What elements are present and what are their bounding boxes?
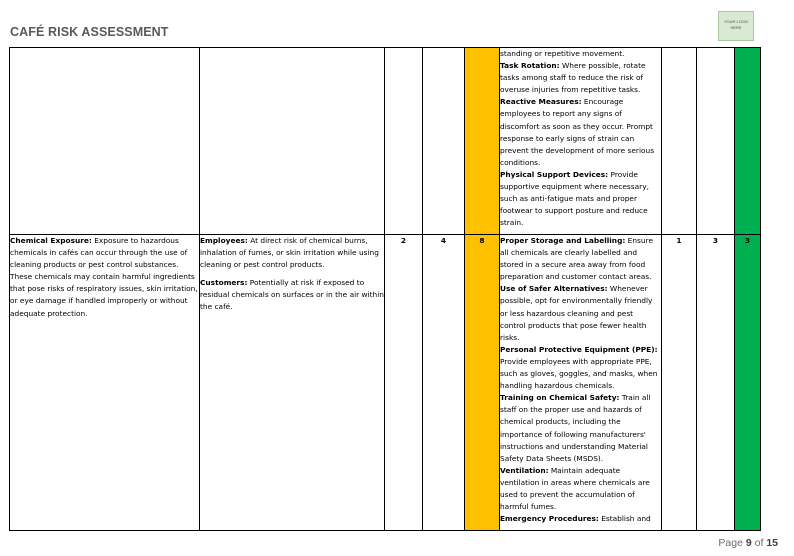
control-measure: Use of Safer Alternatives: Whenever possible, opt for environmentally friendly or less hazardous cleaning and pest control products that pose fewer health risks. <box>500 284 653 342</box>
logo-placeholder <box>718 11 754 41</box>
control-measure: Proper Storage and Labelling: Ensure all chemicals are clearly labelled and stored in a secure area away from food preparation and customer contact areas. <box>500 236 653 282</box>
control-measure: Training on Chemical Safety: Train all staff on the proper use and hazards of chemical products, including the importance of following manufacturers' instructions and understanding Material Safety Data Sheets (MSDS). <box>500 393 651 463</box>
control-measure: standing or repetitive movement. <box>500 49 625 58</box>
person-at-risk-entry: Customers: Potentially at risk if exposed to residual chemicals on surfaces or in the air within the café. <box>200 278 384 312</box>
person-at-risk-entry: Employees: At direct risk of chemical burns, inhalation of fumes, or skin irritation while using cleaning or pest control products. <box>200 236 379 270</box>
control-measures-cell <box>500 235 662 531</box>
logo-text-line2: HERE <box>730 25 742 30</box>
persons-at-risk-cell <box>200 48 385 235</box>
initial-severity-cell <box>423 48 465 235</box>
control-measure: Reactive Measures: Encourage employees to report any signs of discomfort as soon as they occur. Prompt response to early signs of strain can prevent the development of more serious conditions. <box>500 97 655 167</box>
residual-severity-cell <box>697 48 735 235</box>
initial-likelihood-cell: 2 <box>385 235 423 531</box>
hazard-cell <box>10 235 200 531</box>
document-title: CAFÉ RISK ASSESSMENT <box>10 25 169 39</box>
initial-risk-rating-cell <box>465 48 500 235</box>
initial-severity-cell: 4 <box>423 235 465 531</box>
control-measure: Task Rotation: Where possible, rotate tasks among staff to reduce the risk of overuse injuries from repetitive tasks. <box>500 61 646 95</box>
control-measures-cell <box>500 48 662 235</box>
logo-text-line1: YOUR LOGO <box>723 19 749 24</box>
risk-table-container <box>9 47 761 531</box>
risk-assessment-table <box>9 47 761 531</box>
residual-likelihood-cell <box>662 48 697 235</box>
residual-risk-rating-cell: 3 <box>735 235 761 531</box>
hazard-cell <box>10 48 200 235</box>
residual-likelihood-cell: 1 <box>662 235 697 531</box>
persons-at-risk-cell <box>200 235 385 531</box>
residual-risk-rating-cell <box>735 48 761 235</box>
control-measure: Personal Protective Equipment (PPE): Provide employees with appropriate PPE, such as gloves, goggles, and masks, when handling hazardous chemicals. <box>500 344 658 391</box>
control-measure: Emergency Procedures: Establish and <box>500 514 651 524</box>
initial-risk-rating-cell: 8 <box>465 235 500 531</box>
residual-severity-cell: 3 <box>697 235 735 531</box>
control-measure: Ventilation: Maintain adequate ventilation in areas where chemicals are used to prevent the accumulation of harmful fumes. <box>500 465 650 512</box>
initial-likelihood-cell <box>385 48 423 235</box>
table-row <box>10 48 761 235</box>
hazard-description: Chemical Exposure: Exposure to hazardous chemicals in cafés can occur through the use of cleaning products or pest control substances. These chemicals may contain harmful ingredients that pose risks of respiratory issues, skin irritation, or eye damage if handled improperly or without adequate protection. <box>10 236 198 318</box>
control-measure: Physical Support Devices: Provide supportive equipment where necessary, such as anti-fatigue mats and proper footwear to support posture and reduce strain. <box>500 169 649 228</box>
page-number: Page 9 of 15 <box>718 537 778 549</box>
table-row <box>10 235 761 531</box>
